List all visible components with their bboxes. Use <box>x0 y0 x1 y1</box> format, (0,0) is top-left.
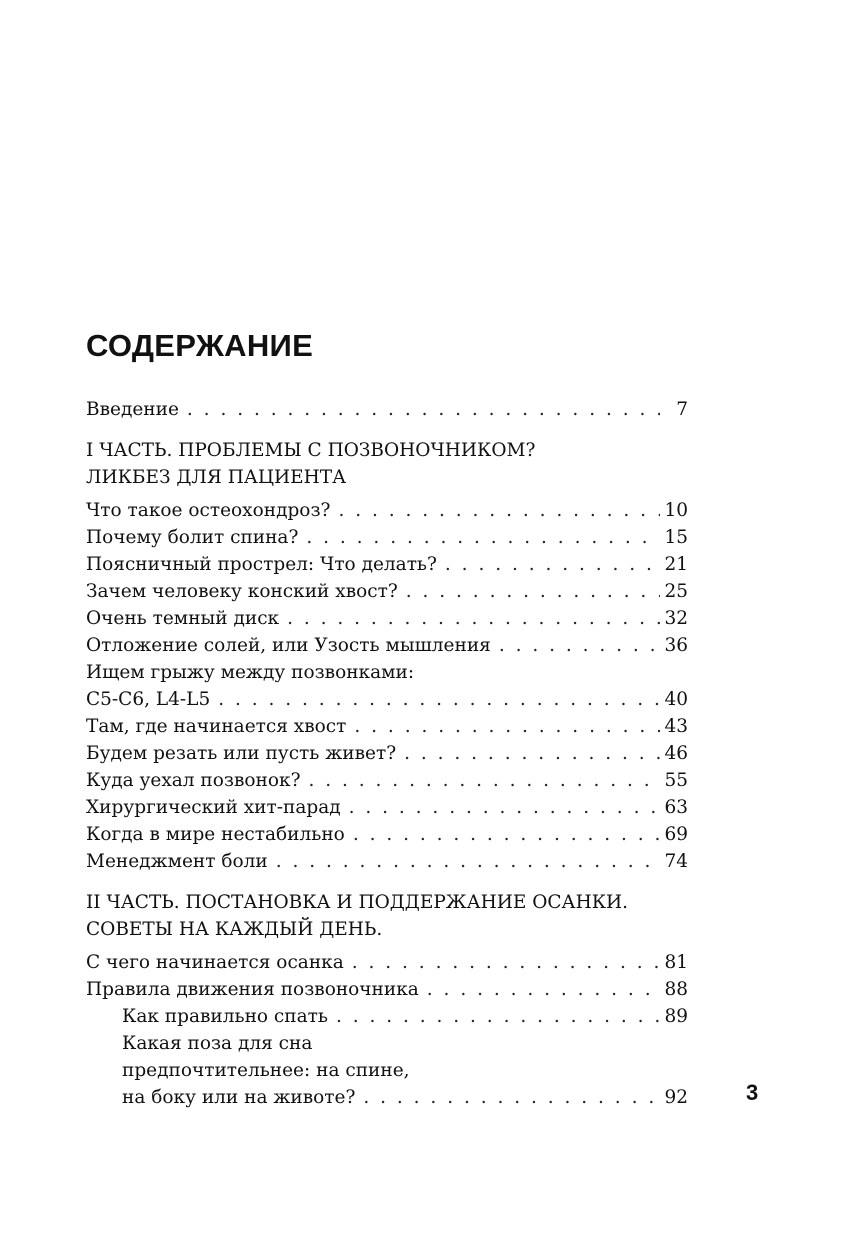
toc-entry-page: 21 <box>664 554 688 575</box>
toc-entry-title: Что такое остеохондроз? <box>86 500 331 521</box>
toc-leader-dots <box>445 551 660 578</box>
toc-entry-page: 46 <box>664 743 688 764</box>
toc-entry[interactable] <box>86 794 688 821</box>
toc-entry-page: 88 <box>664 979 688 1000</box>
toc-entry-title: С чего начинается осанка <box>86 952 344 973</box>
table-of-contents <box>86 396 688 1111</box>
toc-entry-intro[interactable] <box>86 396 688 423</box>
toc-leader-dots <box>404 740 660 767</box>
toc-entry-title: C5-C6, L4-L5 <box>86 689 211 710</box>
toc-leader-dots <box>353 821 660 848</box>
toc-leader-dots <box>276 848 660 875</box>
toc-entry[interactable] <box>86 848 688 875</box>
toc-entry-title-line: Какая поза для сна <box>122 1033 313 1054</box>
toc-entry-page: 89 <box>664 1006 688 1027</box>
section-heading-line: II ЧАСТЬ. ПОСТАНОВКА И ПОДДЕРЖАНИЕ ОСАНКИ. <box>86 892 629 913</box>
toc-entry-page: 81 <box>664 952 688 973</box>
toc-entry-title: Там, где начинается хвост <box>86 716 347 737</box>
toc-entry-title: Когда в мире нестабильно <box>86 824 345 845</box>
toc-subentry[interactable] <box>86 1003 688 1030</box>
toc-entry-page: 55 <box>664 770 688 791</box>
section-heading-line: ЛИКБЕЗ ДЛЯ ПАЦИЕНТА <box>86 467 347 488</box>
toc-leader-dots <box>309 767 661 794</box>
toc-section-part1 <box>86 437 688 491</box>
toc-entry[interactable] <box>86 821 688 848</box>
toc-entry-page: 74 <box>664 851 688 872</box>
toc-entry-page: 25 <box>664 581 688 602</box>
toc-leader-dots <box>338 497 660 524</box>
toc-entry[interactable] <box>86 632 688 659</box>
toc-entry-page: 92 <box>664 1087 688 1108</box>
toc-entry-title: Хирургический хит-парад <box>86 797 341 818</box>
toc-entry-page: 32 <box>664 608 688 629</box>
toc-leader-dots <box>306 524 660 551</box>
toc-entry-title: Введение <box>86 399 179 420</box>
toc-leader-dots <box>218 686 660 713</box>
toc-entry[interactable] <box>86 767 688 794</box>
toc-entry-page: 7 <box>676 399 688 420</box>
toc-leader-dots <box>336 1003 660 1030</box>
toc-section-part2 <box>86 889 688 943</box>
toc-entry-title: Будем резать или пусть живет? <box>86 743 397 764</box>
toc-entry-page: 36 <box>664 635 688 656</box>
toc-leader-dots <box>187 396 660 423</box>
page-title: СОДЕРЖАНИЕ <box>86 328 314 363</box>
toc-entry[interactable] <box>86 524 688 551</box>
toc-entry-title: Менеджмент боли <box>86 851 268 872</box>
toc-entry[interactable] <box>86 740 688 767</box>
page-number: 3 <box>746 1080 759 1105</box>
toc-leader-dots <box>427 976 660 1003</box>
toc-entry-title: Очень темный диск <box>86 608 280 629</box>
toc-leader-dots <box>499 632 660 659</box>
section-heading-line: СОВЕТЫ НА КАЖДЫЙ ДЕНЬ. <box>86 919 383 940</box>
toc-entry[interactable] <box>86 605 688 632</box>
toc-entry[interactable] <box>86 713 688 740</box>
toc-entry-title: Зачем человеку конский хвост? <box>86 581 398 602</box>
toc-entry-page: 69 <box>664 824 688 845</box>
toc-entry[interactable] <box>86 497 688 524</box>
toc-entry[interactable] <box>86 551 688 578</box>
toc-entry-title: Почему болит спина? <box>86 527 299 548</box>
toc-entry-title: Отложение солей, или Узость мышления <box>86 635 491 656</box>
toc-entry-page: 40 <box>664 689 688 710</box>
toc-subentry-multiline[interactable] <box>86 1030 688 1111</box>
toc-entry-multiline[interactable] <box>86 659 688 713</box>
toc-entry-title: Куда уехал позвонок? <box>86 770 301 791</box>
toc-entry-title-line: Ищем грыжу между позвонками: <box>86 662 415 683</box>
toc-leader-dots <box>363 1084 660 1111</box>
toc-entry-page: 43 <box>664 716 688 737</box>
toc-entry-page: 15 <box>664 527 688 548</box>
toc-entry[interactable] <box>86 578 688 605</box>
section-heading-line: I ЧАСТЬ. ПРОБЛЕМЫ С ПОЗВОНОЧНИКОМ? <box>86 440 536 461</box>
toc-leader-dots <box>352 949 660 976</box>
toc-entry[interactable] <box>86 976 688 1003</box>
toc-entry[interactable] <box>86 949 688 976</box>
toc-leader-dots <box>349 794 660 821</box>
toc-entry-title: на боку или на животе? <box>122 1087 356 1108</box>
toc-entry-title: Как правильно спать <box>122 1006 328 1027</box>
toc-leader-dots <box>354 713 660 740</box>
toc-entry-title-line: предпочтительнее: на спине, <box>122 1060 410 1081</box>
toc-entry-page: 63 <box>664 797 688 818</box>
toc-leader-dots <box>406 578 660 605</box>
toc-entry-title: Поясничный прострел: Что делать? <box>86 554 437 575</box>
toc-entry-title: Правила движения позвоночника <box>86 979 419 1000</box>
toc-entry-page: 10 <box>664 500 688 521</box>
toc-leader-dots <box>287 605 660 632</box>
